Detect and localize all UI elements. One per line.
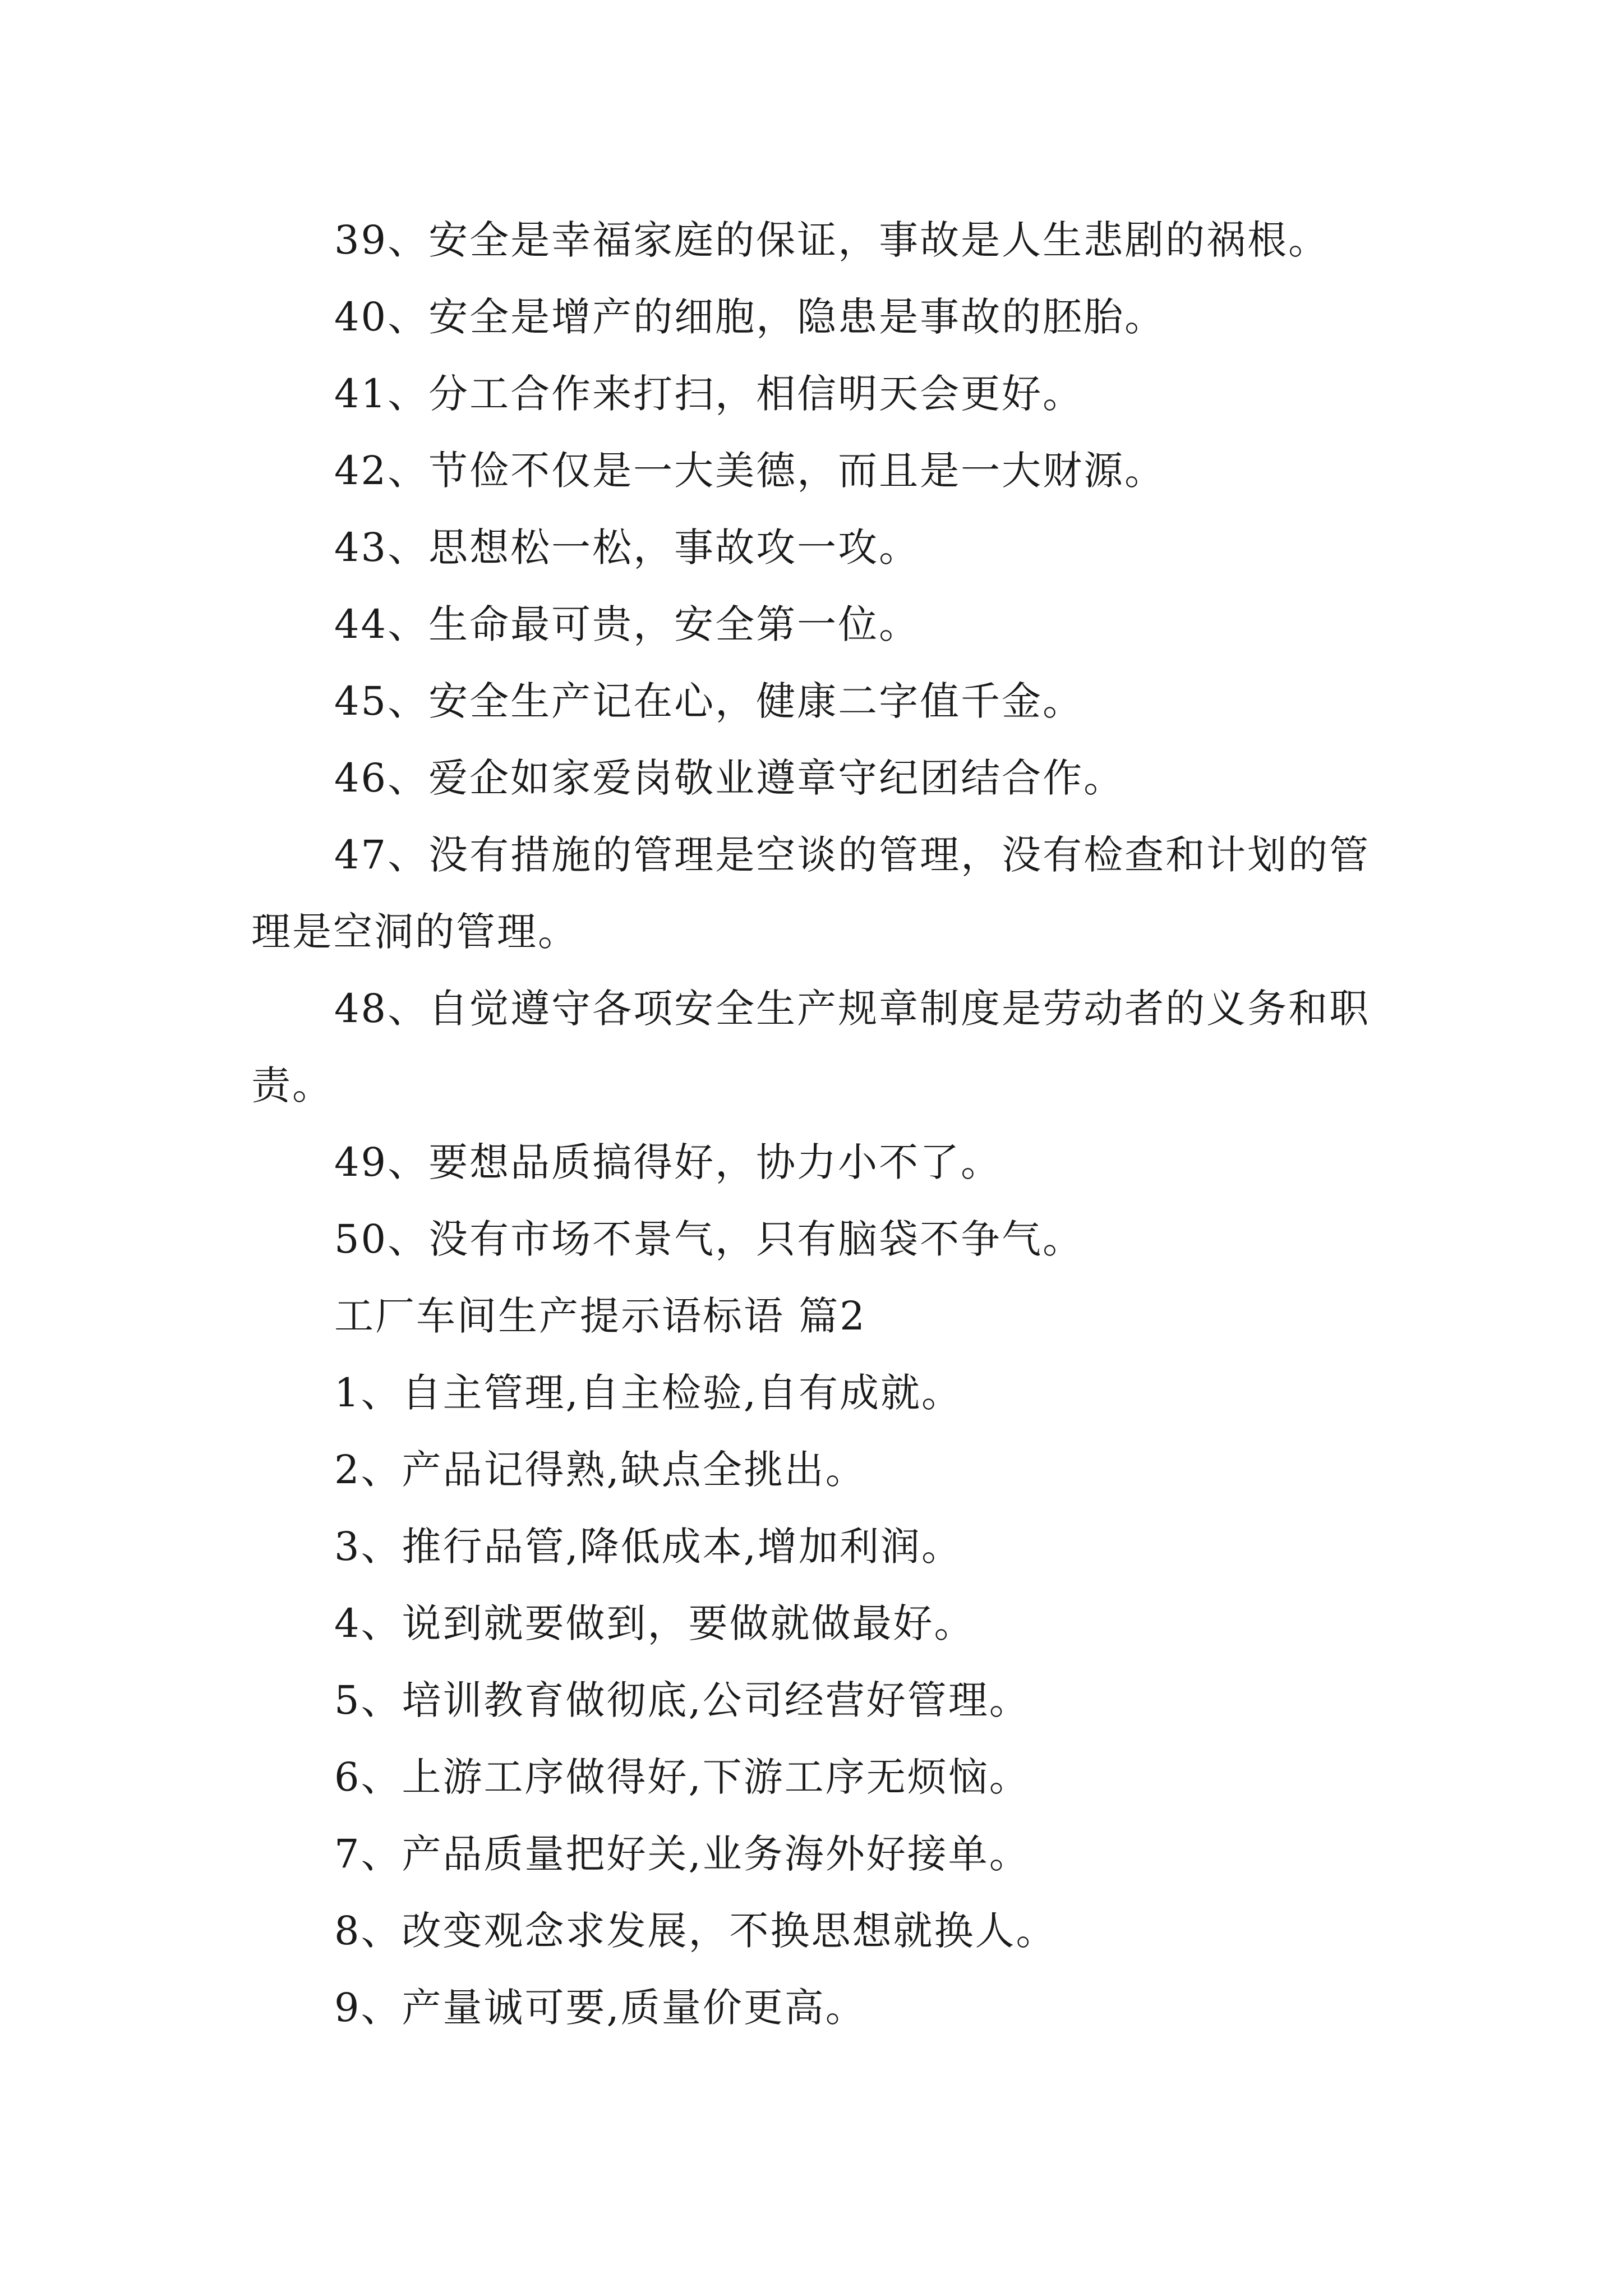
list-item: 9、产量诚可要,质量价更高。 — [334, 1985, 866, 2031]
list-item: 2、产品记得熟,缺点全挑出。 — [334, 1447, 866, 1493]
list-item: 43、思想松一松，事故攻一攻。 — [334, 524, 920, 570]
list-item: 50、没有市场不景气，只有脑袋不争气。 — [334, 1216, 1084, 1262]
list-item: 44、生命最可贵，安全第一位。 — [334, 601, 920, 647]
document-body — [251, 202, 1384, 2046]
list-item: 42、节俭不仅是一大美德，而且是一大财源。 — [334, 448, 1166, 494]
list-item: 6、上游工序做得好,下游工序无烦恼。 — [334, 1754, 1030, 1800]
list-item: 45、安全生产记在心，健康二字值千金。 — [334, 678, 1084, 724]
list-item: 39、安全是幸福家庭的保证，事故是人生悲剧的祸根。 — [334, 217, 1330, 263]
list-item: 8、改变观念求发展，不换思想就换人。 — [334, 1908, 1057, 1954]
list-item: 41、分工合作来打扫，相信明天会更好。 — [334, 371, 1084, 417]
list-item: 1、自主管理,自主检验,自有成就。 — [334, 1370, 963, 1416]
list-item: 5、培训教育做彻底,公司经营好管理。 — [334, 1677, 1030, 1723]
list-item: 48、自觉遵守各项安全生产规章制度是劳动者的义务和职责。 — [251, 986, 1371, 1108]
list-item: 46、爱企如家爱岗敬业遵章守纪团结合作。 — [334, 755, 1125, 801]
list-item: 49、要想品质搞得好，协力小不了。 — [334, 1139, 1002, 1185]
list-item: 7、产品质量把好关,业务海外好接单。 — [334, 1831, 1030, 1877]
list-item: 47、没有措施的管理是空谈的管理，没有检查和计划的管理是空洞的管理。 — [251, 832, 1371, 955]
list-item: 4、说到就要做到，要做就做最好。 — [334, 1600, 975, 1646]
section-heading: 工厂车间生产提示语标语 篇2 — [334, 1293, 866, 1339]
list-item: 3、推行品管,降低成本,增加利润。 — [334, 1524, 963, 1570]
list-item: 40、安全是增产的细胞，隐患是事故的胚胎。 — [334, 294, 1166, 340]
